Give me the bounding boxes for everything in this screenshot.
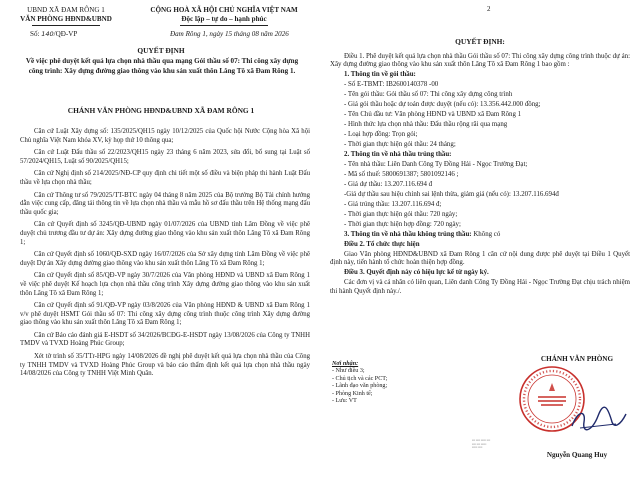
bid-info-item: - Loại hợp đồng: Trọn gói; — [344, 131, 418, 139]
bid-info-item: - Tên gói thầu: Gói thầu số 07: Thi công xây dựng công trình — [344, 91, 513, 99]
legal-basis: Căn cứ Quyết định số 85/QĐ-VP ngày 30/7/2026 của Văn phòng HĐND và UBND xã Đam Rông 1 về việc phê duyệt Kế hoạch lựa chọn nhà thầu công trình Xây dựng đường giao thông vào khu sản xuất thôn Lăng Tô xã Đam Rông 1; — [20, 272, 310, 297]
closing-clause: Các đơn vị và cá nhân có liên quan, Liên danh Công Ty Đồng Hải - Ngọc Trường Đạt chịu trách nhiệm thi hành Quyết định này./. — [330, 279, 630, 296]
article-2: Điều 2. Tổ chức thực hiện — [344, 240, 420, 248]
motto-underline — [180, 25, 268, 26]
winner-info-item: - Thời gian thực hiện hợp đồng: 720 ngày; — [344, 220, 461, 228]
section-3 — [330, 231, 630, 240]
legal-basis: Căn cứ Thông tư số 79/2025/TT-BTC ngày 04 tháng 8 năm 2025 của Bộ trưởng Bộ Tài chính hướng dẫn việc cung cấp, đăng tải thông tin về lựa chọn nhà thầu và mẫu hồ sơ đấu thầu trên Hệ thống mạng đấu thầu quốc gia; — [20, 191, 310, 216]
nation-name: CỘNG HOÀ XÃ HỘI CHỦ NGHĨA VIỆT NAM — [150, 6, 298, 14]
recipient-item: - Như điều 3; — [332, 368, 365, 375]
section-3-value: Không có — [473, 230, 501, 238]
section-heading: 1. Thông tin về gói thầu: — [344, 71, 416, 79]
article-1: Điều 1. Phê duyệt kết quả lựa chọn nhà thầu Gói thầu số 07: Thi công xây dựng công trình thuộc dự án: Xây dựng đường giao thông vào khu sản xuất thôn Lăng Tô xã Đam Rông 1 bao gồm : — [330, 52, 630, 69]
doc-no-handwritten: 140 — [41, 30, 54, 38]
bid-info-item: - Số E-TBMT: IB2600140378 -00 — [344, 81, 439, 89]
legal-basis: Căn cứ Quyết định số 3245/QĐ-UBND ngày 01/07/2026 của UBND tỉnh Lâm Đồng về việc phê duyệt chủ trương đầu tư dự án: Xây dựng đường giao thông vào khu sản xuất thôn Lăng Tô xã Đam Rông 1; — [20, 221, 310, 246]
page-number: 2 — [487, 5, 491, 13]
legal-basis: Căn cứ Luật Đấu thầu số 22/2023/QH15 ngày 23 tháng 6 năm 2023, sửa đổi, bổ sung tại Luật số 57/2024/QH15, Luật số 90/2025/QH15; — [20, 149, 310, 165]
article-3: Điều 3. Quyết định này có hiệu lực kể từ ngày ký. — [344, 269, 489, 277]
signer-name: Nguyễn Quang Huy — [546, 451, 608, 459]
signer-position: CHÁNH VĂN PHÒNG — [540, 355, 614, 363]
decides-heading: QUYẾT ĐỊNH: — [455, 37, 505, 46]
winner-info-item: - Giá dự thầu: 13.207.116.694 đ — [344, 181, 433, 188]
section-heading: 3. Thông tin về nhà thầu không trúng thầu: — [344, 230, 472, 238]
agency-line-2: VĂN PHÒNG HĐND&UBND — [20, 15, 112, 23]
decision-subject: Về việc phê duyệt kết quả lựa chọn nhà thầu qua mạng Gói thầu số 07: Thi công xây dựng công trình: Xây dựng đường giao thông vào khu sản xuất thôn Lăng Tô xã Đam Rông 1. — [25, 57, 299, 75]
document-date: Đam Rông 1, ngày 15 tháng 08 năm 2026 — [170, 30, 289, 38]
national-header — [132, 6, 316, 24]
bid-info-item: - Tên Chủ đầu tư: Văn phòng HĐND và UBND xã Đam Rông 1 — [344, 111, 522, 119]
legal-basis: Căn cứ Báo cáo đánh giá E-HSDT số 34/2026/BCĐG-E-HSDT ngày 13/08/2026 của Công ty TNHH TMDV và TVXD Hoàng Phúc Group; — [20, 331, 310, 348]
agency-underline — [32, 25, 100, 26]
winner-info-item: -Giá dự thầu sau hiệu chỉnh sai lệnh thừa, giảm giá (nếu có): 13.207.116.694đ — [344, 190, 559, 198]
decision-articles — [330, 38, 630, 298]
decision-authority: CHÁNH VĂN PHÒNG HĐND&UBND XÃ ĐAM RÔNG 1 — [67, 106, 255, 115]
handwritten-signature-icon — [568, 404, 628, 434]
document-page-2 — [322, 0, 640, 480]
decision-title: QUYẾT ĐỊNH — [137, 46, 185, 55]
winner-info-item: - Thời gian thực hiện gói thầu: 720 ngày; — [344, 210, 458, 218]
digital-signature-note: ▪▪▪ ▪▪▪▪ ▪▪▪▪▪ ▪▪▪ ▪▪▪▪ ▪▪▪ ▪▪▪▪▪ ▪▪▪▪▪ ▪▪▪▪ — [472, 438, 491, 450]
bid-info-item: - Hình thức lựa chọn nhà thầu: Đấu thầu rộng rãi qua mạng — [344, 121, 508, 129]
recipient-item: - Chủ tịch và các PCT; — [332, 375, 388, 382]
winner-info-item: - Tên nhà thầu: Liên Danh Công Ty Đồng Hải - Ngọc Trường Đạt; — [344, 161, 528, 169]
bid-info-item: - Thời gian thực hiện gói thầu: 24 tháng; — [344, 141, 456, 149]
issuing-agency — [10, 6, 122, 24]
agency-line-1: UBND XÃ ĐAM RÔNG 1 — [27, 6, 105, 14]
bid-info-item: - Giá gói thầu hoặc dự toán được duyệt (nếu có): 13.356.442.000 đồng; — [344, 101, 541, 109]
national-motto: Độc lập – tự do – hạnh phúc — [181, 15, 267, 23]
recipient-item: - Lãnh đạo văn phòng; — [332, 383, 388, 390]
legal-basis: Căn cứ Luật Xây dựng số: 135/2025/QH15 ngày 10/12/2025 của Quốc hội Nước Cộng hòa Xã hội Chủ nghĩa Việt Nam khóa XV, kỳ họp thứ 10 thông qua; — [20, 128, 310, 144]
document-number — [30, 30, 77, 38]
recipients-block — [332, 361, 472, 405]
recipient-item: - Phòng Kinh tế; — [332, 390, 373, 397]
legal-basis: Căn cứ Quyết định số 91/QĐ-VP ngày 03/8/2026 của Văn phòng HĐND & UBND xã Đam Rông 1 v/v phê duyệt HSMT Gói thầu số 07: Thi công xây dựng công trình thuộc công trình Xây dựng đường giao thông vào khu sản xuất thôn Lăng Tô xã Đam Rông 1; — [20, 302, 310, 327]
doc-no-prefix: Số: — [30, 30, 40, 38]
recipient-item: - Lưu: VT — [332, 398, 357, 405]
recipients-label: Nơi nhận: — [332, 361, 359, 367]
section-heading: 2. Thông tin về nhà thầu trúng thầu: — [344, 151, 452, 159]
winner-info-item: - Giá trúng thầu: 13.207.116.694 đ; — [344, 200, 442, 208]
article-2-text: Giao Văn phòng HĐND&UBND xã Đam Rông 1 căn cứ nội dung được phê duyệt tại Điều 1 Quyết định này, tiến hành tổ chức hoàn thiện hợp đồng. — [330, 250, 630, 267]
legal-basis: Căn cứ Quyết định số 1060/QĐ-SXD ngày 16/07/2026 của Sở xây dựng tỉnh Lâm Đồng về việc phê duyệt Dự án Xây dựng đường giao thông vào khu sản xuất thôn Lăng Tô xã Đam Rông 1; — [20, 251, 310, 267]
legal-basis: Xét tờ trình số 35/TTr-HPG ngày 14/08/2026 đề nghị phê duyệt kết quả lựa chọn nhà thầu của Công ty TNHH TMDV và TVXD Hoàng Phúc Group và báo cáo thẩm định kết quả lựa chọn nhà thầu ngày 14/08/2026 của Công ty TNHH Việt Minh Quân. — [20, 353, 310, 378]
legal-bases — [20, 128, 310, 383]
legal-basis: Căn cứ Nghị định số 214/2025/NĐ-CP quy định chi tiết một số điều và biện pháp thi hành Luật Đấu thầu về lựa chọn nhà thầu; — [20, 170, 310, 186]
winner-info-item: - Mã số thuế: 5800691387; 5801092146 ; — [344, 171, 459, 179]
doc-no-suffix: /QĐ-VP — [53, 30, 78, 38]
